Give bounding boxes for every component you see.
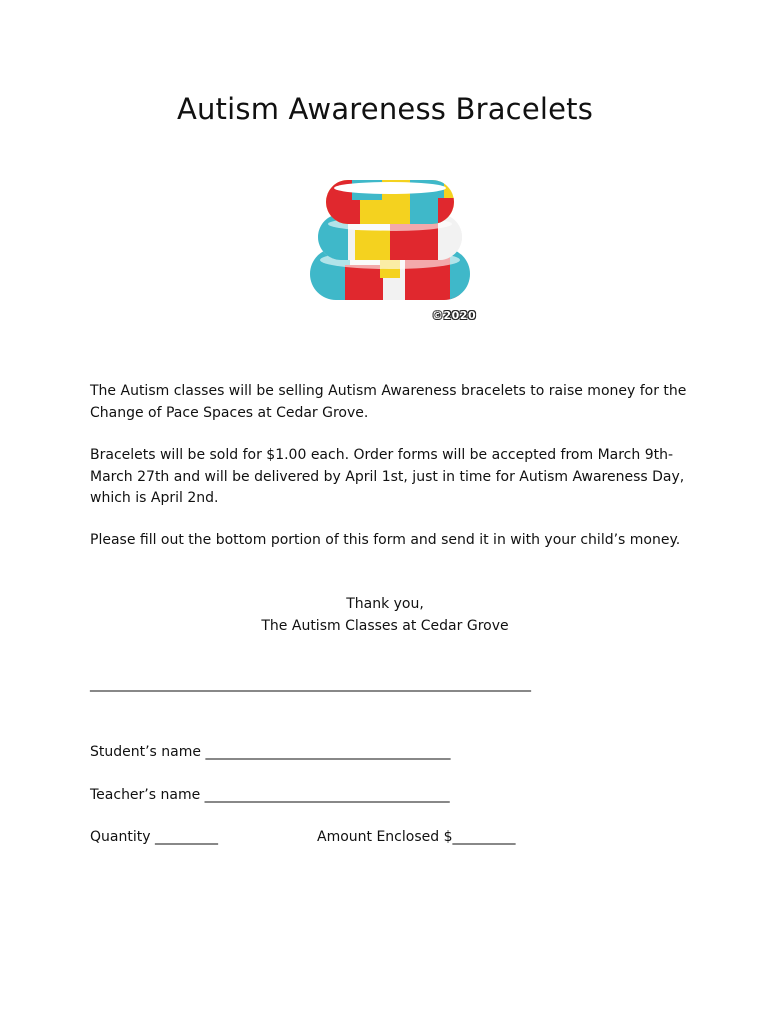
quantity-field[interactable]: Quantity _________ <box>90 829 218 845</box>
cut-line: _______________________________________________________________ <box>90 676 531 692</box>
signoff-line-1: Thank you, <box>346 596 424 612</box>
amount-enclosed-field[interactable]: Amount Enclosed $_________ <box>317 829 516 845</box>
student-name-field[interactable]: Student’s name ___________________________________ <box>90 744 451 760</box>
bracelet-top <box>326 180 454 224</box>
image-copyright: ©2020 <box>432 309 477 322</box>
teacher-name-field[interactable]: Teacher’s name ___________________________________ <box>90 787 450 803</box>
signoff <box>0 594 770 637</box>
page-title: Autism Awareness Bracelets <box>176 92 594 126</box>
bracelets-image <box>300 170 480 310</box>
instructions-paragraph: Please fill out the bottom portion of this form and send it in with your child’s money. <box>90 532 681 548</box>
intro-paragraph: The Autism classes will be selling Autism Awareness bracelets to raise money for the Change of Pace Spaces at Cedar Grove. <box>90 383 687 421</box>
pricing-paragraph: Bracelets will be sold for $1.00 each. Order forms will be accepted from March 9th-March 27th and will be delivered by April 1st, just in time for Autism Awareness Day, which is April 2nd. <box>90 447 685 506</box>
signoff-line-2: The Autism Classes at Cedar Grove <box>261 617 509 634</box>
